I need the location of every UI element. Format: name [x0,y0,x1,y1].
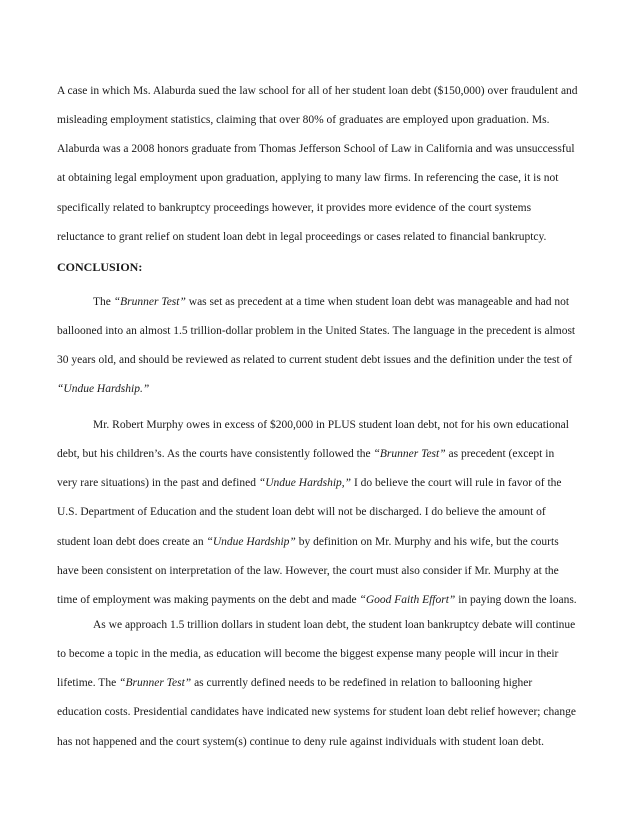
paragraph-brunner-test [57,288,585,405]
text-run: The [93,296,114,308]
text-run: time of employment was making payments on the debt and made [57,593,360,606]
italic-term: “Undue Hardship” [206,535,296,548]
text-line [57,375,585,404]
text-line: at obtaining legal employment upon graduation, applying to many law firms. In referencing the case, it is not [57,172,559,185]
text-run: in paying down the loans. [455,593,577,606]
text-line: misleading employment statistics, claiming that over 80% of graduates are employed upon graduation. Ms. [57,114,550,127]
text-run: I do believe the court will rule in favor of the [351,477,562,490]
section-heading: CONCLUSION: [57,260,143,274]
text-line [57,469,585,498]
text-run: by definition on Mr. Murphy and his wife, but the courts [295,535,559,548]
text-line: ballooned into an almost 1.5 trillion-dollar problem in the United States. The language in the precedent is almost [57,325,576,338]
italic-term: “Undue Hardship,” [258,477,352,490]
text-line: to become a topic in the media, as education will become the biggest expense many people will incur in their [57,648,559,661]
text-run: as precedent (except in [445,448,555,461]
paragraph-alaburda-case [57,77,585,252]
italic-term: “Good Faith Effort” [359,593,456,606]
italic-term: “Brunner Test” [119,677,192,690]
text-run: student loan debt does create an [57,535,207,548]
italic-term: “Brunner Test” [113,296,186,308]
text-line [57,528,585,557]
paragraph-trillion-debate [57,611,585,757]
paragraph-murphy [57,411,585,615]
conclusion-section [57,253,585,282]
italic-term: “Brunner Test” [373,448,446,461]
text-line: 30 years old, and should be reviewed as related to current student debt issues and the definition under the test of [57,354,573,367]
text-line: has not happened and the court system(s) continue to deny rule against individuals with student loan debt. [57,735,545,748]
text-line: education costs. Presidential candidates have indicated new systems for student loan debt relief however; change [57,706,576,719]
text-line: Mr. Robert Murphy owes in excess of $200,000 in PLUS student loan debt, not for his own educational [93,419,569,431]
text-run: debt, but his children’s. As the courts have consistently followed the [57,448,374,461]
text-run: was set as precedent at a time when student loan debt was manageable and had not [185,296,570,308]
text-line: have been consistent on interpretation of the law. However, the court must also consider if Mr. Murphy at the [57,564,559,577]
text-line [57,669,585,698]
text-line: As we approach 1.5 trillion dollars in student loan debt, the student loan bankruptcy debate will continue [93,619,576,631]
text-line: U.S. Department of Education and the student loan debt will not be discharged. I do believe the amount of [57,506,546,519]
text-run: lifetime. The [57,677,120,690]
italic-term: “Undue Hardship.” [57,383,150,396]
text-line [57,288,585,317]
text-line: specifically related to bankruptcy proceedings however, it provides more evidence of the court systems [57,201,532,214]
text-line [57,440,585,469]
text-line: reluctance to grant relief on student loan debt in legal proceedings or cases related to financial bankruptcy. [57,230,547,243]
text-line: A case in which Ms. Alaburda sued the law school for all of her student loan debt ($150,000) over fraudulent and [57,85,578,97]
text-line: Alaburda was a 2008 honors graduate from Thomas Jefferson School of Law in California and was unsuccessful [57,143,575,156]
text-run: as currently defined needs to be redefined in relation to ballooning higher [191,677,533,690]
text-run: very rare situations) in the past and defined [57,477,259,490]
